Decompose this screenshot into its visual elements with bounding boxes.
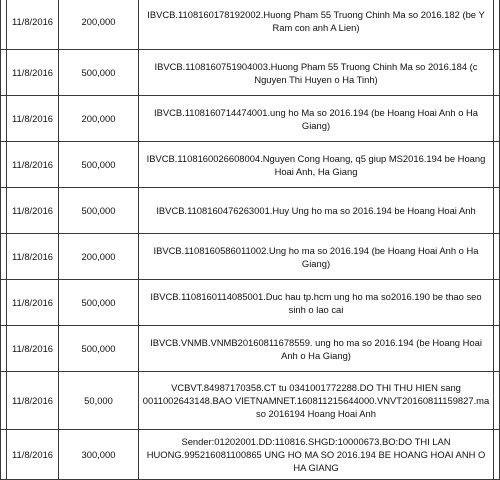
row-edge xyxy=(494,430,500,480)
table-row xyxy=(1,0,500,50)
amount-cell: 500,000 xyxy=(59,188,139,234)
row-edge xyxy=(494,0,500,50)
amount-cell: 200,000 xyxy=(59,0,139,50)
date-cell: 11/8/2016 xyxy=(7,96,59,142)
row-edge xyxy=(494,372,500,430)
date-cell: 11/8/2016 xyxy=(7,142,59,188)
description-cell: IBVCB.1108160476263001.Huy Ung ho ma so 2016.194 be Hoang Hoai Anh xyxy=(139,188,494,234)
row-edge xyxy=(494,280,500,326)
table-row xyxy=(1,188,500,234)
table-row xyxy=(1,326,500,372)
row-edge xyxy=(494,188,500,234)
amount-cell: 200,000 xyxy=(59,96,139,142)
row-edge xyxy=(494,234,500,280)
amount-cell: 500,000 xyxy=(59,50,139,96)
row-edge xyxy=(494,142,500,188)
table-row xyxy=(1,96,500,142)
date-cell: 11/8/2016 xyxy=(7,234,59,280)
table-row xyxy=(1,430,500,480)
description-cell: IBVCB.1108160751904003.Huong Pham 55 Truong Chinh Ma so 2016.184 (c Nguyen Thi Huyen o Ha Tinh) xyxy=(139,50,494,96)
date-cell: 11/8/2016 xyxy=(7,326,59,372)
row-edge xyxy=(494,326,500,372)
date-cell: 11/8/2016 xyxy=(7,372,59,430)
amount-cell: 200,000 xyxy=(59,234,139,280)
description-cell: IBVCB.VNMB.VNMB20160811678559. ung ho ma so 2016.194 (be Hoang Hoai Anh o Ha Giang) xyxy=(139,326,494,372)
table-row xyxy=(1,142,500,188)
date-cell: 11/8/2016 xyxy=(7,280,59,326)
description-cell: Sender:01202001.DD:110816.SHGD:10000673.BO:DO THI LAN HUONG.995216081100865 UNG HO MA SO 2016.194 BE HOANG HOAI ANH O HA GIANG xyxy=(139,430,494,480)
table-row xyxy=(1,372,500,430)
date-cell: 11/8/2016 xyxy=(7,0,59,50)
description-cell: IBVCB.1108160714474001.ung ho Ma so 2016.194 (be Hoang Hoai Anh o Ha Giang) xyxy=(139,96,494,142)
table-row xyxy=(1,234,500,280)
date-cell: 11/8/2016 xyxy=(7,188,59,234)
table-row xyxy=(1,50,500,96)
description-cell: IBVCB.1108160026608004.Nguyen Cong Hoang, q5 giup MS2016.194 be Hoang Hoai Anh, Ha Giang xyxy=(139,142,494,188)
row-edge xyxy=(494,96,500,142)
amount-cell: 50,000 xyxy=(59,372,139,430)
amount-cell: 500,000 xyxy=(59,280,139,326)
amount-cell: 500,000 xyxy=(59,142,139,188)
table-row xyxy=(1,280,500,326)
description-cell: IBVCB.1108160178192002.Huong Pham 55 Truong Chinh Ma so 2016.182 (be Y Ram con anh A Lien) xyxy=(139,0,494,50)
description-cell: IBVCB.1108160114085001.Duc hau tp.hcm ung ho ma so2016.190 be thao seo sinh o lao cai xyxy=(139,280,494,326)
date-cell: 11/8/2016 xyxy=(7,430,59,480)
description-cell: VCBVT.84987170358.CT tu 0341001772288.DO THI THU HIEN sang 0011002643148.BAO VIETNAMNET.160811215644000.VNVT20160811159827.ma so 2016194 Hoang Hoai Anh xyxy=(139,372,494,430)
date-cell: 11/8/2016 xyxy=(7,50,59,96)
amount-cell: 500,000 xyxy=(59,326,139,372)
amount-cell: 300,000 xyxy=(59,430,139,480)
description-cell: IBVCB.1108160586011002.Ung ho ma so 2016.194 (be Hoang Hoai Anh o Ha Giang) xyxy=(139,234,494,280)
row-edge xyxy=(494,50,500,96)
